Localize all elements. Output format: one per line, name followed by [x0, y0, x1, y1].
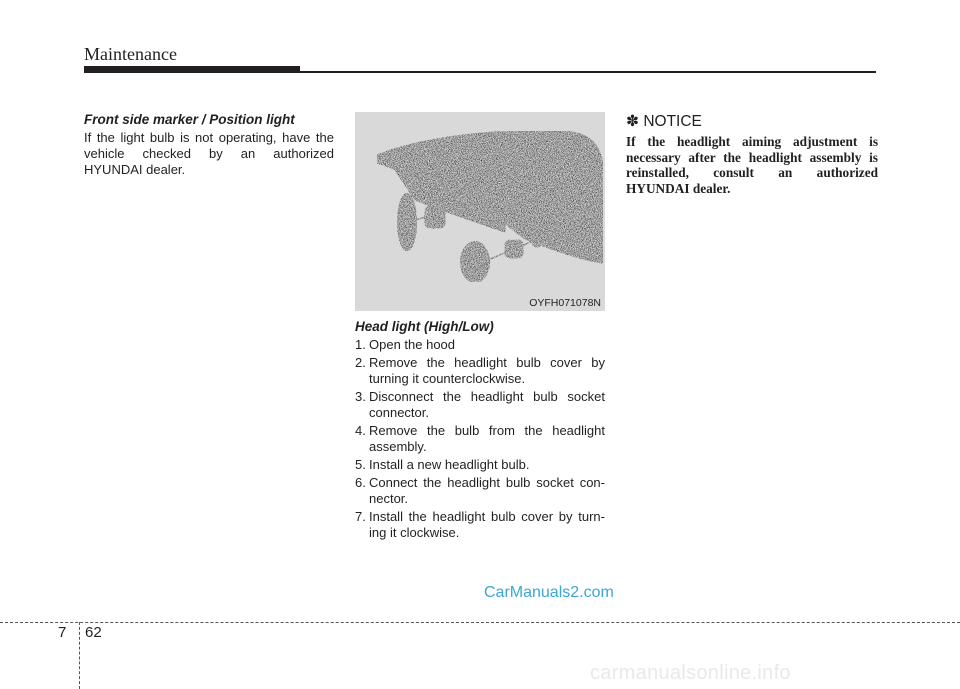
- page-header-title: Maintenance: [84, 44, 177, 64]
- notice-paragraph: If the headlight aiming adjustment is necessary after the headlight assembly is reinstalled, consult an authorized HYUNDAI dealer.: [626, 134, 878, 196]
- header-rule-thick: [84, 66, 300, 73]
- list-item: 2. Remove the headlight bulb cover by turning it counterclockwise.: [355, 355, 605, 386]
- notice-heading: ✽ NOTICE: [626, 113, 702, 130]
- headlight-illustration: [355, 112, 605, 311]
- front-side-marker-paragraph: If the light bulb is not operating, have the vehicle checked by an authorized HYUNDAI dealer.: [84, 130, 334, 177]
- footer-dashed-divider: [79, 622, 80, 689]
- left-column: [84, 112, 334, 178]
- headlight-assembly-figure: [355, 112, 605, 311]
- watermark-link[interactable]: CarManuals2.com: [484, 584, 614, 601]
- list-item: 7. Install the headlight bulb cover by turn-ing it clockwise.: [355, 509, 605, 540]
- list-item: 3. Disconnect the headlight bulb socket connector.: [355, 389, 605, 420]
- chapter-number: 7: [58, 624, 67, 641]
- headlight-steps-list: [355, 337, 605, 541]
- middle-column: [355, 112, 605, 543]
- list-item: 5. Install a new headlight bulb.: [355, 457, 530, 472]
- headlight-heading: Head light (High/Low): [355, 319, 494, 334]
- page-number: 62: [85, 624, 102, 641]
- notice-star-icon: ✽: [626, 113, 639, 130]
- footer-site-watermark: carmanualsonline.info: [590, 662, 791, 684]
- right-column: [626, 112, 878, 196]
- list-item: 6. Connect the headlight bulb socket con-nector.: [355, 475, 605, 506]
- front-side-marker-heading: Front side marker / Position light: [84, 112, 295, 127]
- list-item: 1. Open the hood: [355, 337, 456, 352]
- list-item: 4. Remove the bulb from the headlight assembly.: [355, 423, 605, 454]
- figure-code: OYFH071078N: [529, 297, 601, 309]
- footer-dashed-rule: [0, 622, 960, 623]
- header-rule-thin: [300, 71, 876, 73]
